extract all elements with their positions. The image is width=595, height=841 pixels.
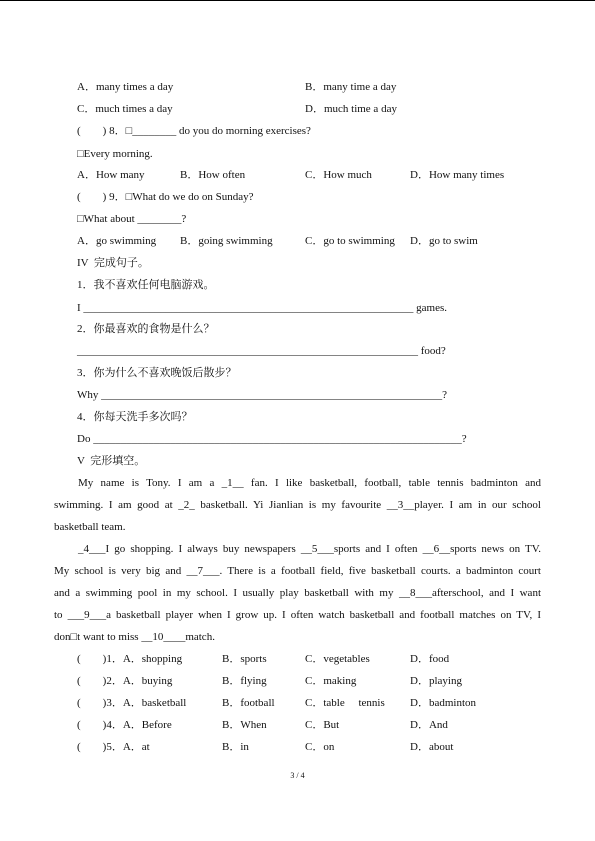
line-text: C．much times a day xyxy=(77,103,173,115)
line-text: ( )3．A．basketball xyxy=(77,697,187,709)
worksheet-line xyxy=(0,299,595,317)
passage-line xyxy=(0,540,595,558)
line-text: A．go swimming xyxy=(77,235,157,247)
worksheet-line xyxy=(0,694,595,712)
passage-line xyxy=(0,562,595,580)
line-text: 2．你最喜欢的食物是什么？ xyxy=(77,323,215,335)
worksheet-line xyxy=(0,364,595,382)
line-text: C．making xyxy=(305,675,357,687)
worksheet-line xyxy=(0,122,595,140)
passage-text: and a swimming pool in my school. I usually play basketball with my __8___afterschool, and I want xyxy=(54,587,541,599)
worksheet-line xyxy=(0,738,595,756)
line-text: IV 完成句子。 xyxy=(77,257,149,269)
page-number: 3 / 4 xyxy=(290,771,305,780)
line-text: B．When xyxy=(222,719,267,731)
worksheet-line xyxy=(0,408,595,426)
line-text: D．playing xyxy=(410,675,462,687)
line-text: D．badminton xyxy=(410,697,476,709)
line-text: ( )4．A．Before xyxy=(77,719,172,731)
passage-line xyxy=(0,584,595,602)
worksheet-line xyxy=(0,716,595,734)
line-text: D．food xyxy=(410,653,450,665)
header-rule xyxy=(0,0,595,1)
line-text: D．And xyxy=(410,719,448,731)
worksheet-line xyxy=(0,254,595,272)
line-text: 4．你每天洗手多次吗？ xyxy=(77,411,193,423)
passage-line xyxy=(0,606,595,624)
passage-text: _4___I go shopping. I always buy newspapers __5___sports and I often __6__sports news on TV. xyxy=(78,543,541,555)
line-text: Why ______________________________________________________________? xyxy=(77,389,448,401)
line-text: A．How many xyxy=(77,169,145,181)
line-text: ( ) 8．□________ do you do morning exercises? xyxy=(77,125,311,137)
line-text: C．on xyxy=(305,741,335,753)
line-text: □Every morning. xyxy=(77,148,153,160)
line-text: B．many time a day xyxy=(305,81,397,93)
worksheet-line xyxy=(0,210,595,228)
line-text: C．But xyxy=(305,719,340,731)
line-text: C．go to swimming xyxy=(305,235,395,247)
line-text: B．flying xyxy=(222,675,267,687)
line-text: B．How often xyxy=(180,169,246,181)
passage-text: to ___9___a basketball player when I grow up. I often watch basketball and football matches on TV, I xyxy=(54,609,541,621)
line-text: B．in xyxy=(222,741,249,753)
passage-text: My name is Tony. I am a _1__ fan. I like basketball, football, table tennis badminton and xyxy=(78,477,541,489)
line-text: A．many times a day xyxy=(77,81,174,93)
line-text: I ____________________________________________________________ games. xyxy=(77,302,448,314)
worksheet-line xyxy=(0,320,595,338)
passage-text: My school is very big and __7___. There is a football field, five basketball courts. a badminton court xyxy=(54,565,541,577)
passage-line xyxy=(0,474,595,492)
line-text: B．sports xyxy=(222,653,267,665)
passage-line xyxy=(0,496,595,514)
line-text: D．much time a day xyxy=(305,103,397,115)
line-text: ______________________________________________________________ food? xyxy=(77,345,446,357)
worksheet-line xyxy=(0,100,595,118)
worksheet-line xyxy=(0,188,595,206)
line-text: B．football xyxy=(222,697,275,709)
line-text: C．table tennis xyxy=(305,697,385,709)
line-text: D．go to swim xyxy=(410,235,478,247)
line-text: □What about ________? xyxy=(77,213,187,225)
passage-line xyxy=(0,518,595,536)
passage-text: swimming. I am good at _2_ basketball. Yi Jianlian is my favourite __3__player. I am in our school xyxy=(54,499,541,511)
line-text: ( )2．A．buying xyxy=(77,675,173,687)
worksheet-line xyxy=(0,650,595,668)
line-text: B．going swimming xyxy=(180,235,273,247)
line-text: V 完形填空。 xyxy=(77,455,146,467)
worksheet-line xyxy=(0,276,595,294)
line-text: D．about xyxy=(410,741,454,753)
line-text: C．How much xyxy=(305,169,372,181)
worksheet-line xyxy=(0,78,595,96)
worksheet-line xyxy=(0,145,595,163)
worksheet-line xyxy=(0,672,595,690)
passage-text: basketball team. xyxy=(54,521,126,533)
worksheet-line xyxy=(0,342,595,360)
line-text: 3．你为什么不喜欢晚饭后散步？ xyxy=(77,367,237,379)
line-text: ( )5．A．at xyxy=(77,741,150,753)
passage-line xyxy=(0,628,595,646)
line-text: C．vegetables xyxy=(305,653,370,665)
worksheet-line xyxy=(0,232,595,250)
worksheet-line xyxy=(0,452,595,470)
worksheet-line xyxy=(0,430,595,448)
line-text: ( ) 9．□What do we do on Sunday? xyxy=(77,191,254,203)
line-text: D．How many times xyxy=(410,169,505,181)
worksheet-line xyxy=(0,386,595,404)
passage-text: don□t want to miss __10____match. xyxy=(54,631,215,643)
line-text: 1．我不喜欢任何电脑游戏。 xyxy=(77,279,215,291)
line-text: Do ___________________________________________________________________? xyxy=(77,433,467,445)
line-text: ( )1．A．shopping xyxy=(77,653,183,665)
worksheet-line xyxy=(0,166,595,184)
